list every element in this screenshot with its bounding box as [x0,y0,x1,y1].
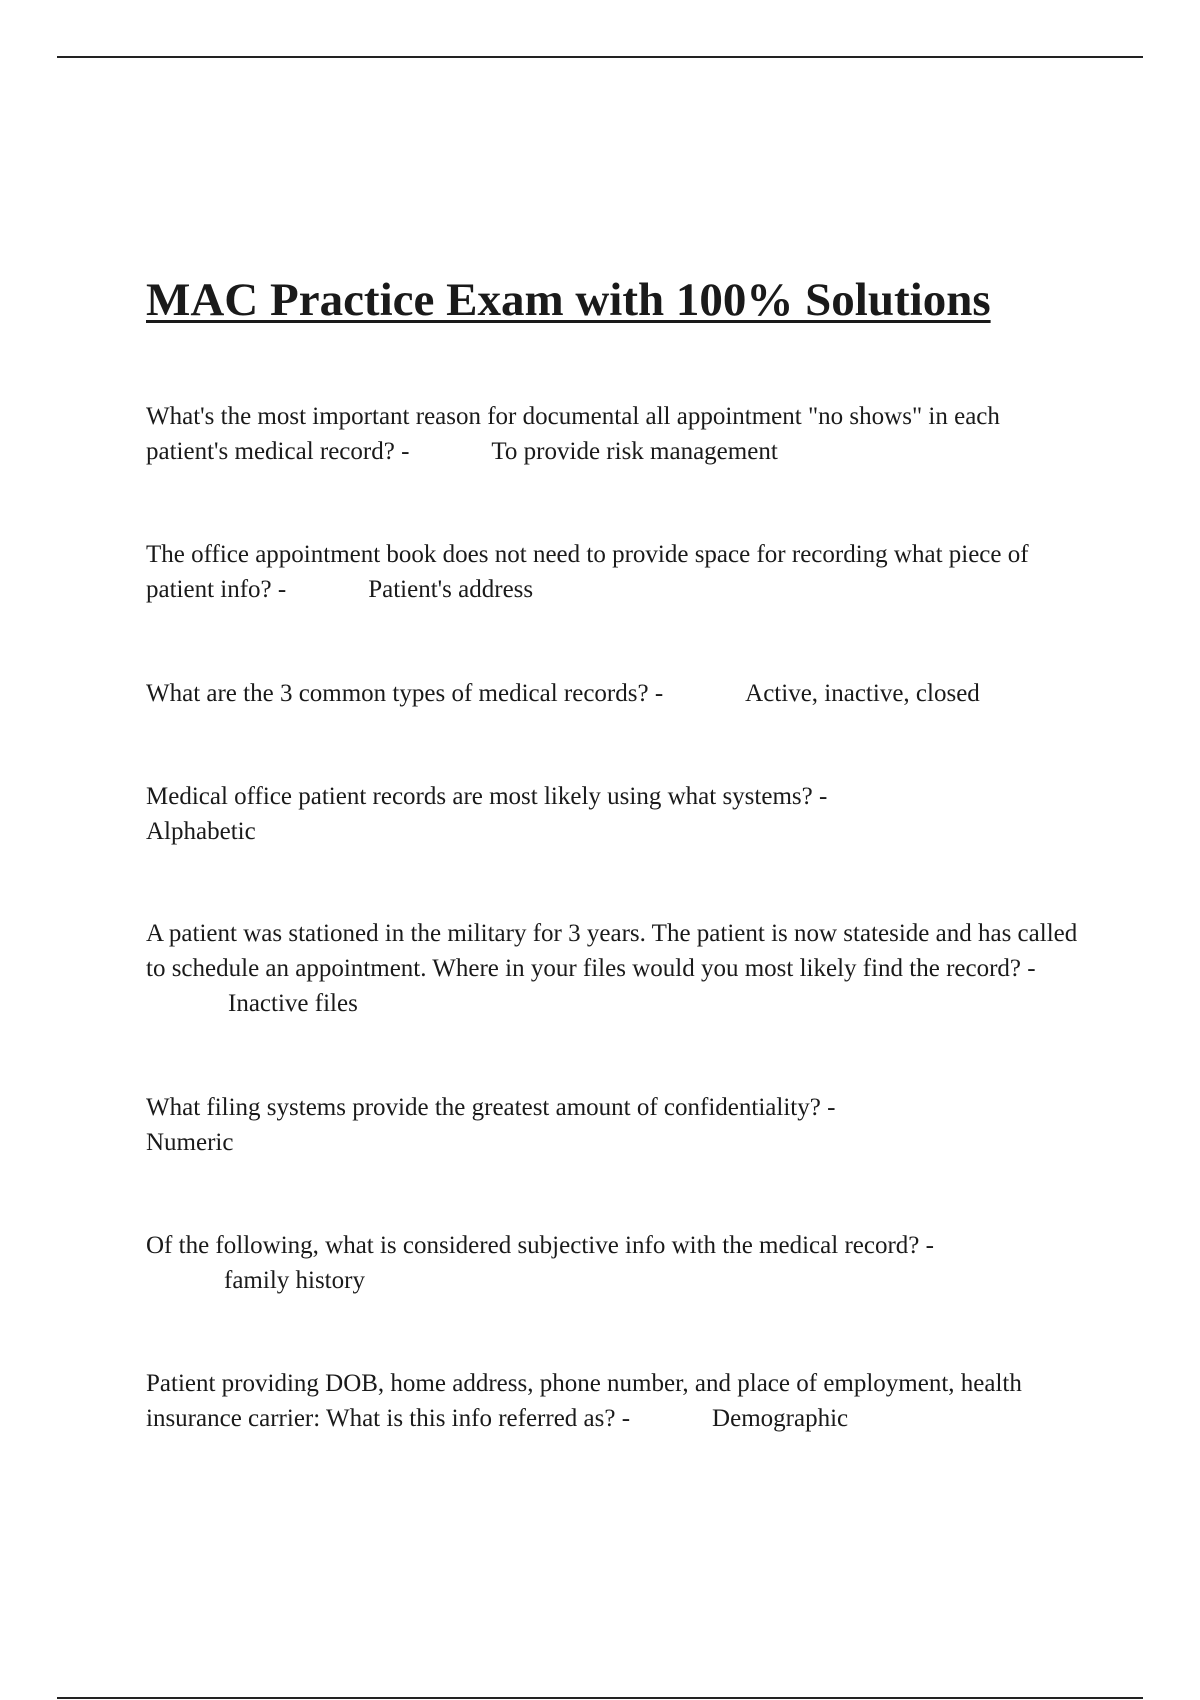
answer-text: Demographic [712,1405,849,1432]
qa-item [146,1090,1086,1160]
question-text: What filing systems provide the greatest amount of confidentiality? - [146,1094,836,1121]
question-text: Of the following, what is considered subjective info with the medical record? - [146,1232,934,1259]
qa-item [146,1228,1086,1298]
question-text: Patient providing DOB, home address, phone number, and place of employment, health insurance carrier: What is this info referred as? - [146,1370,1029,1432]
answer-text: Inactive files [228,990,358,1017]
answer-text: Active, inactive, closed [745,680,980,707]
qa-item [146,779,1086,849]
question-text: What's the most important reason for documental all appointment "no shows" in each patient's medical record? - [146,403,1007,465]
qa-item [146,399,1086,469]
answer-text: Alphabetic [146,818,256,845]
qa-item [146,1366,1086,1436]
answer-text: Numeric [146,1129,234,1156]
question-text: A patient was stationed in the military for 3 years. The patient is now stateside and has called to schedule an appointment. Where in your files would you most likely find the record? - [146,920,1084,982]
answer-text: Patient's address [368,576,534,603]
answer-text: To provide risk management [491,438,778,465]
bottom-rule [57,1697,1143,1699]
question-text: The office appointment book does not need to provide space for recording what piece of patient info? - [146,541,1035,603]
qa-item [146,537,1086,607]
question-text: Medical office patient records are most likely using what systems? - [146,783,828,810]
answer-text: family history [224,1267,365,1294]
qa-item [146,676,1086,711]
document-title: MAC Practice Exam with 100% Solutions [146,274,991,326]
qa-item [146,916,1086,1021]
top-rule [57,56,1143,58]
question-text: What are the 3 common types of medical records? - [146,680,664,707]
